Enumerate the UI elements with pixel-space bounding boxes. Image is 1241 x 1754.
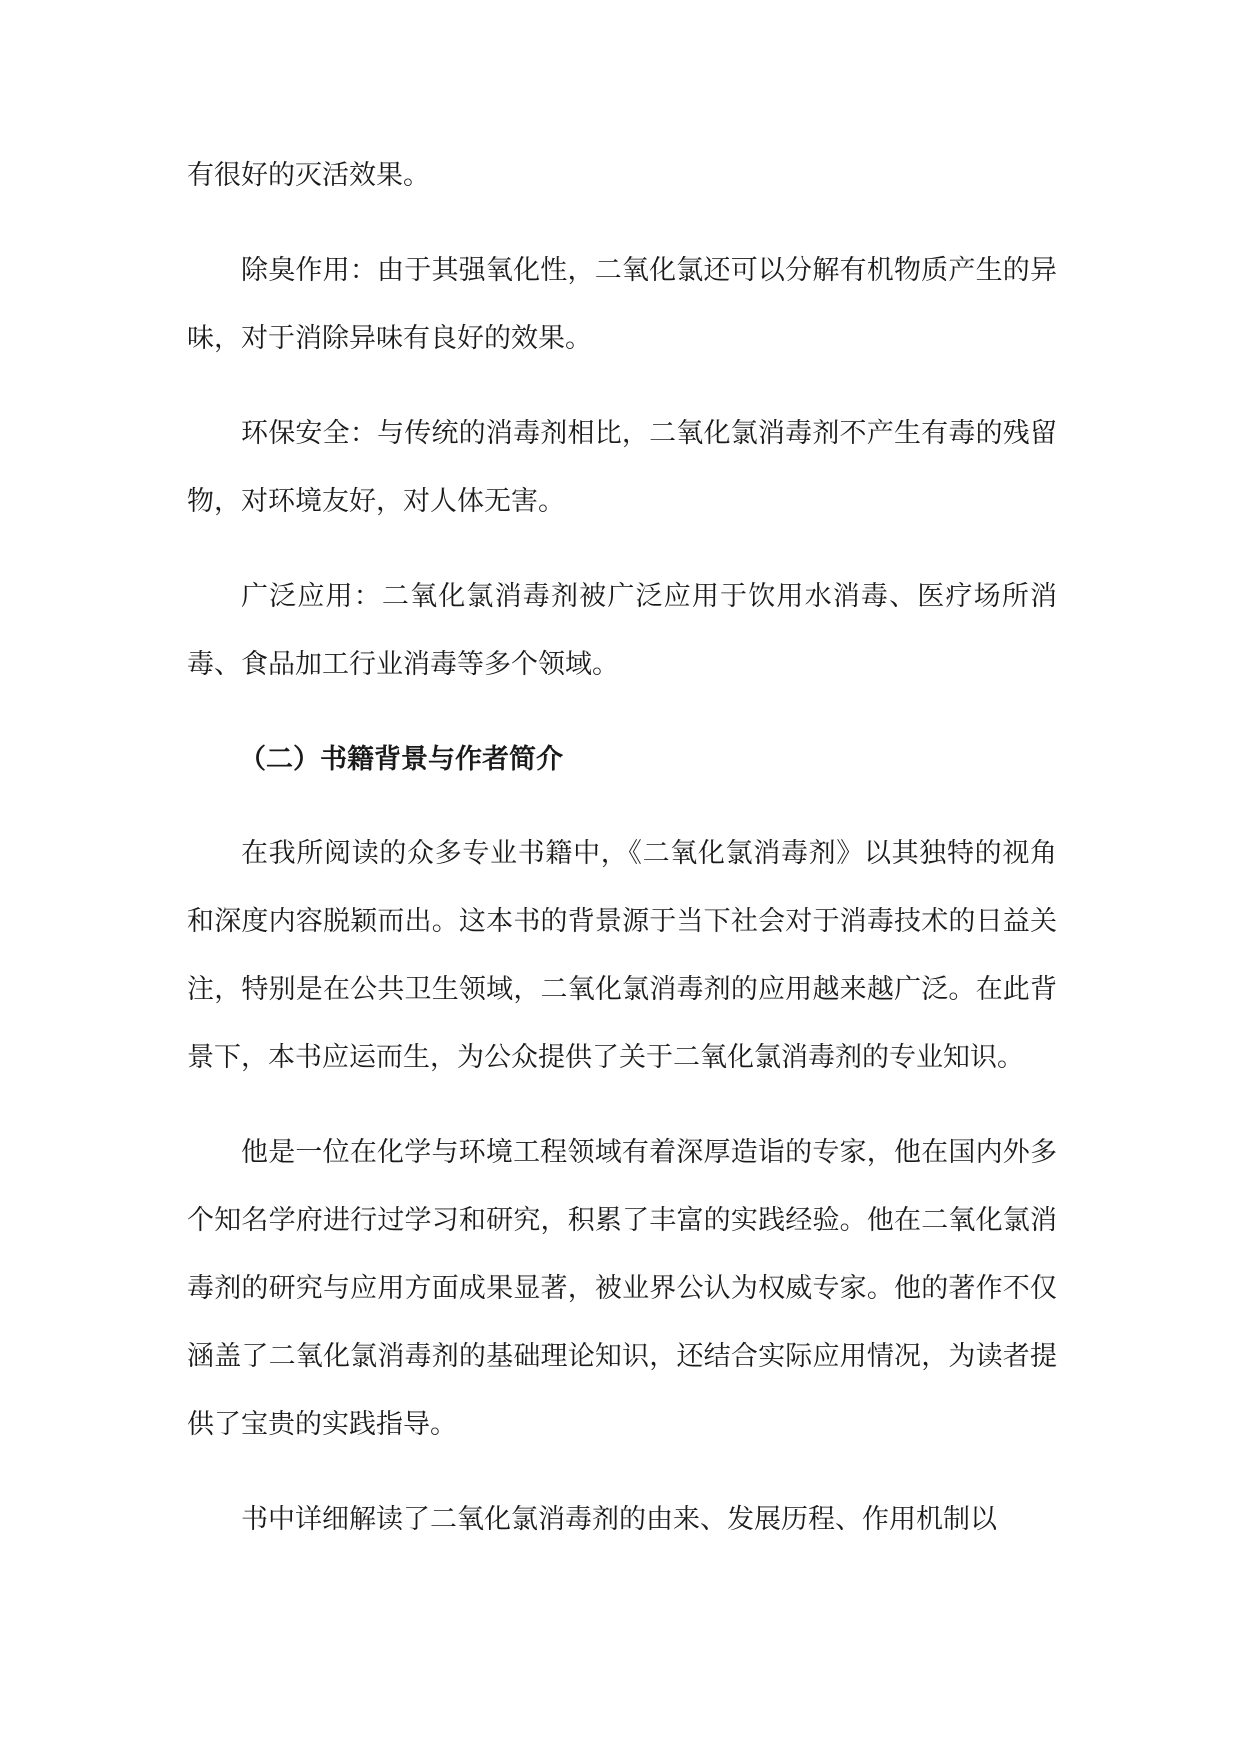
- paragraph-wide-application: 广泛应用：二氧化氯消毒剂被广泛应用于饮用水消毒、医疗场所消毒、食品加工行业消毒等多个领域。: [187, 581, 1057, 680]
- section-heading: （二）书籍背景与作者简介: [239, 744, 563, 775]
- paragraph-book-background: 在我所阅读的众多专业书籍中，《二氧化氯消毒剂》以其独特的视角和深度内容脱颖而出。这本书的背景源于当下社会对于消毒技术的日益关注，特别是在公共卫生领域，二氧化氯消毒剂的应用越来越广泛。在此背景下，本书应运而生，为公众提供了关于二氧化氯消毒剂的专业知识。: [187, 838, 1057, 1073]
- paragraph-author-intro: 他是一位在化学与环境工程领域有着深厚造诣的专家，他在国内外多个知名学府进行过学习和研究，积累了丰富的实践经验。他在二氧化氯消毒剂的研究与应用方面成果显著，被业界公认为权威专家。他的著作不仅涵盖了二氧化氯消毒剂的基础理论知识，还结合实际应用情况，为读者提供了宝贵的实践指导。: [187, 1137, 1057, 1440]
- paragraph-book-content: 书中详细解读了二氧化氯消毒剂的由来、发展历程、作用机制以: [241, 1504, 997, 1535]
- document-body: [187, 142, 1057, 1581]
- paragraph-environmental-safety: 环保安全：与传统的消毒剂相比，二氧化氯消毒剂不产生有毒的残留物，对环境友好，对人体无害。: [187, 418, 1057, 517]
- paragraph-deodorization: 除臭作用：由于其强氧化性，二氧化氯还可以分解有机物质产生的异味，对于消除异味有良好的效果。: [187, 255, 1057, 354]
- paragraph-continuation: 有很好的灭活效果。: [187, 160, 430, 191]
